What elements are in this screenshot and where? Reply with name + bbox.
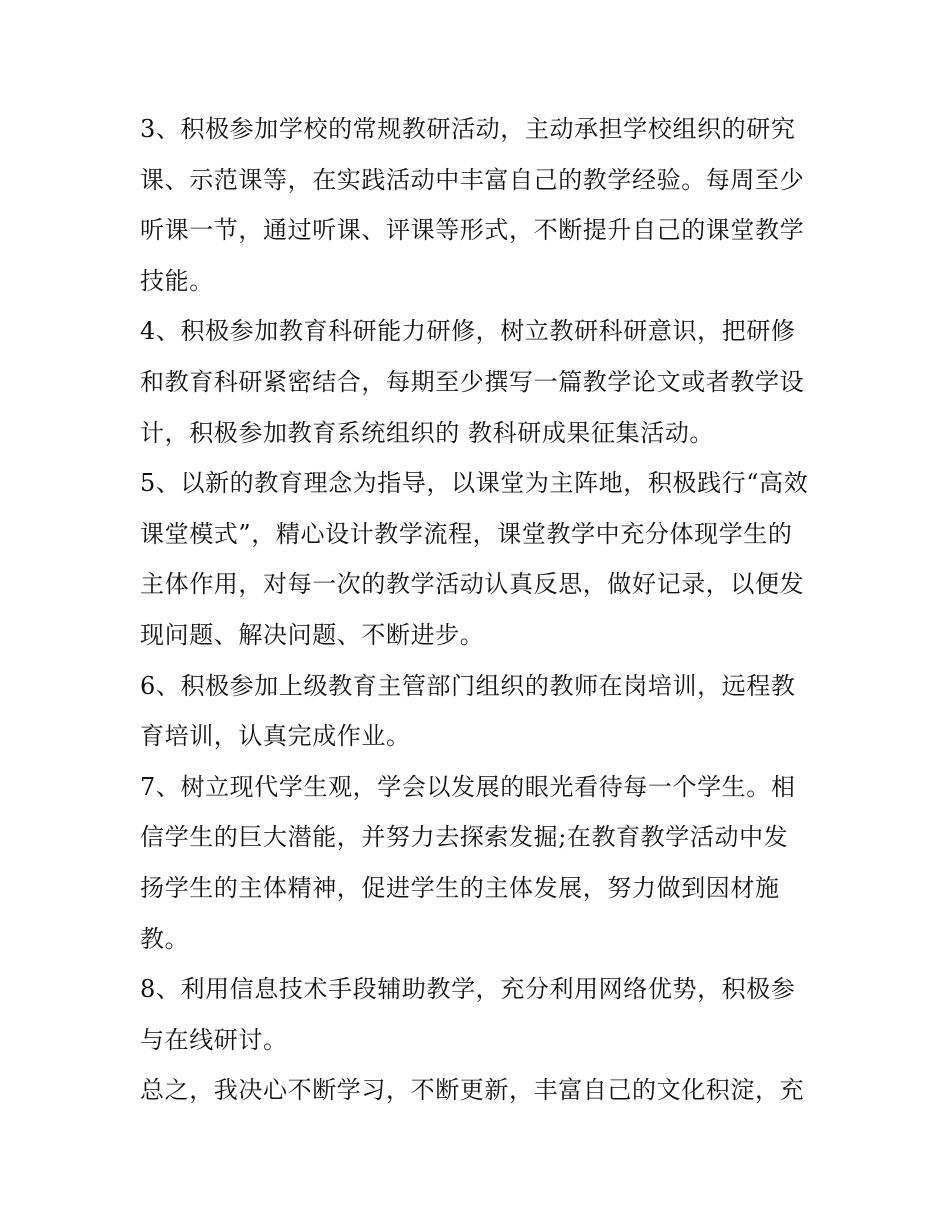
paragraph-item-8: 8、利用信息技术手段辅助教学，充分利用网络优势，积极参与在线研讨。 [140,975,796,1054]
paragraph-item-5: 5、以新的教育理念为指导，以课堂为主阵地，积极践行“高效课堂模式”，精心设计教学流程，课堂教学中充分体现学生的主体作用，对每一次的教学活动认真反思，做好记录，以便发现问题、解决问题、不断进步。 [140,469,809,649]
paragraph-item-6: 6、积极参加上级教育主管部门组织的教师在岗培训，远程教育培训，认真完成作业。 [140,671,796,751]
paragraph-summary: 总之，我决心不断学习，不断更新，丰富自己的文化积淀，充 [140,1076,805,1105]
paragraph-item-7: 7、树立现代学生观，学会以发展的眼光看待每一个学生。相信学生的巨大潜能，并努力去探索发掘;在教育教学活动中发扬学生的主体精神，促进学生的主体发展，努力做到因材施教。 [140,772,796,953]
paragraph-item-4: 4、积极参加教育科研能力研修，树立教研科研意识，把研修和教育科研紧密结合，每期至少撰写一篇教学论文或者教学设计，积极参加教育系统组织的 教科研成果征集活动。 [140,317,805,447]
document-body [140,104,812,1116]
paragraph-item-3: 3、积极参加学校的常规教研活动，主动承担学校组织的研究课、示范课等，在实践活动中丰富自己的教学经验。每周至少听课一节，通过听课、评课等形式，不断提升自己的课堂教学技能。 [140,115,805,295]
